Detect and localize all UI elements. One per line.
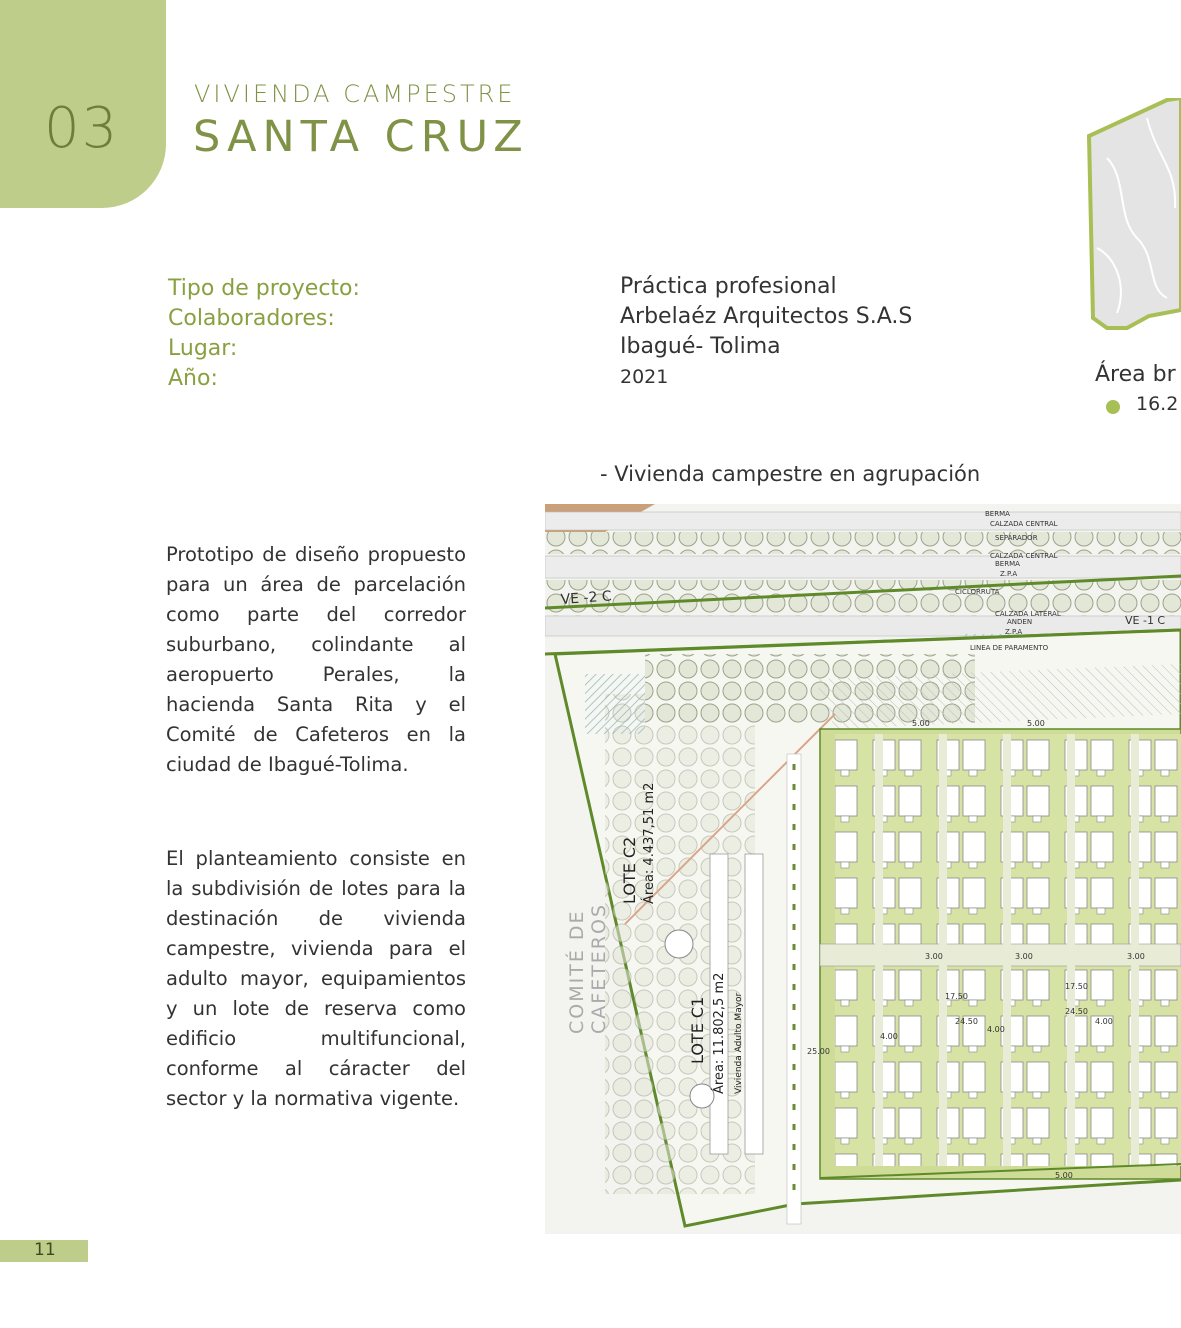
plan-dim-3: 5.00 bbox=[1055, 1171, 1073, 1180]
area-label: Área br bbox=[1095, 362, 1176, 387]
plan-dim-1: 5.00 bbox=[912, 719, 930, 728]
site-plan-drawing bbox=[545, 504, 1181, 1234]
meta-label-collaborators: Colaboradores: bbox=[168, 306, 335, 331]
plan-label-ve1: VE -1 C bbox=[1125, 614, 1166, 627]
plan-dim-13: 17.50 bbox=[945, 992, 968, 1001]
plan-label-cicloruta: CICLORRUTA bbox=[955, 588, 1000, 596]
plan-dim-12: 3.00 bbox=[1127, 952, 1145, 961]
plan-label-lote-c2: LOTE C2 bbox=[620, 836, 639, 904]
site-outline-map bbox=[1087, 98, 1181, 358]
plan-label-calzada-central: CALZADA CENTRAL bbox=[990, 520, 1058, 528]
plan-dim-5: 24.50 bbox=[1065, 1007, 1088, 1016]
plan-label-cafeteros: CAFETEROS bbox=[588, 902, 610, 1034]
meta-label-place: Lugar: bbox=[168, 336, 238, 361]
meta-value-place: Ibagué- Tolima bbox=[620, 334, 781, 359]
plan-label-berma-2: BERMA bbox=[995, 560, 1020, 568]
plan-dim-10: 3.00 bbox=[925, 952, 943, 961]
meta-value-year: 2021 bbox=[620, 366, 669, 388]
plan-dim-4: 24.50 bbox=[955, 1017, 978, 1026]
meta-value-type: Práctica profesional bbox=[620, 274, 837, 299]
meta-labels bbox=[168, 274, 360, 394]
page-number: 11 bbox=[34, 1240, 56, 1260]
description-paragraph-2: El planteamiento consiste en la subdivisión de lotes para la destinación de vivienda campestre, vivienda para el adulto mayor, equipamientos y un lote de reserva como edificio multifuncional, conforme al cáracter del sector y la normativa vigente. bbox=[166, 847, 466, 1110]
meta-label-year: Año: bbox=[168, 366, 218, 391]
area-value: 16.2 bbox=[1136, 393, 1179, 415]
plan-label-area-c1: Área: 11.802,5 m2 bbox=[712, 972, 727, 1094]
plan-dim-8: 4.00 bbox=[1095, 1017, 1113, 1026]
project-title: SANTA CRUZ bbox=[193, 112, 529, 162]
meta-value-collaborators: Arbelaéz Arquitectos S.A.S bbox=[620, 304, 913, 329]
plan-dim-14: 17.50 bbox=[1065, 982, 1088, 991]
plan-label-zpa: Z.P.A bbox=[1000, 570, 1018, 578]
plan-label-zpa-2: Z.P.A bbox=[1005, 628, 1023, 636]
section-number-badge bbox=[0, 0, 166, 208]
plan-dim-11: 3.00 bbox=[1015, 952, 1033, 961]
plan-label-linea: LINEA DE PARAMENTO bbox=[970, 644, 1049, 652]
plan-label-comite: COMITÉ DE bbox=[566, 909, 588, 1034]
project-supertitle: VIVIENDA CAMPESTRE bbox=[194, 80, 516, 108]
description-paragraph-1: Prototipo de diseño propuesto para un área de parcelación como parte del corredor suburbano, colindante al aeropuerto Perales, la hacienda Santa Rita y el Comité de Cafeteros en la ciudad de Ibagué-Tolima. bbox=[166, 543, 466, 776]
plan-dim-2: 5.00 bbox=[1027, 719, 1045, 728]
plan-dim-7: 4.00 bbox=[987, 1025, 1005, 1034]
plan-dim-6: 4.00 bbox=[880, 1032, 898, 1041]
section-number: 03 bbox=[44, 96, 120, 161]
plan-label-anden: ANDEN bbox=[1007, 618, 1033, 626]
plan-label-calzada-lateral: CALZADA LATERAL bbox=[995, 610, 1061, 618]
plan-label-area-c2: Área: 4.437,51 m2 bbox=[642, 782, 657, 904]
plan-label-vivienda-adulto: Vivienda Adulto Mayor bbox=[734, 992, 744, 1094]
meta-label-type: Tipo de proyecto: bbox=[168, 276, 360, 301]
plan-label-ve2: VE -2 C bbox=[560, 588, 613, 608]
plan-label-berma: BERMA bbox=[985, 510, 1010, 518]
meta-values bbox=[620, 272, 912, 392]
legend-dot-icon bbox=[1106, 400, 1120, 414]
plan-label-lote-c1: LOTE C1 bbox=[688, 996, 707, 1064]
plan-dim-9: 25.00 bbox=[807, 1047, 830, 1056]
plan-label-calzada-central-2: CALZADA CENTRAL bbox=[990, 552, 1058, 560]
plan-label-separador: SEPARADOR bbox=[995, 534, 1038, 542]
plan-caption: - Vivienda campestre en agrupación bbox=[600, 462, 981, 486]
